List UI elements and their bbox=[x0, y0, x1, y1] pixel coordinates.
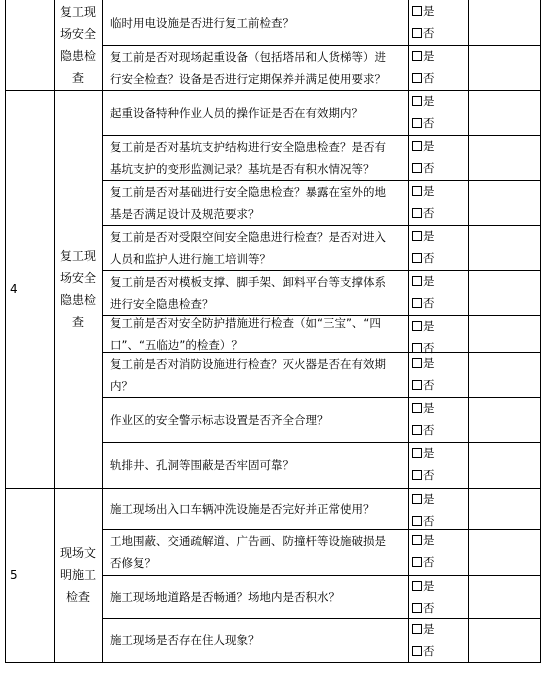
category-line: 检查 bbox=[65, 590, 90, 604]
yes-no-options bbox=[408, 529, 468, 575]
check-item bbox=[102, 352, 408, 397]
no-label: 否 bbox=[423, 378, 435, 392]
yes-checkbox[interactable] bbox=[412, 186, 422, 196]
section-category bbox=[54, 0, 102, 90]
check-item-text: 复工前是否对模板支撑、脚手架、卸料平台等支撑体系 bbox=[110, 274, 386, 289]
inspection-table bbox=[5, 0, 540, 662]
check-item bbox=[102, 618, 408, 662]
yes-option[interactable] bbox=[412, 225, 468, 247]
yes-checkbox[interactable] bbox=[412, 448, 422, 458]
no-option[interactable] bbox=[412, 22, 468, 44]
yes-option[interactable] bbox=[412, 315, 468, 337]
yes-label: 是 bbox=[423, 319, 435, 333]
check-item-text: 施工现场是否存在住人现象？ bbox=[110, 633, 260, 647]
check-item-text: 基坑支护的变形监测记录？基坑是否有积水情况等？ bbox=[110, 161, 375, 176]
yes-checkbox[interactable] bbox=[412, 581, 422, 591]
check-item-text: 临时用电设施是否进行复工前检查？ bbox=[110, 15, 294, 30]
yes-label: 是 bbox=[423, 622, 435, 636]
yes-label: 是 bbox=[423, 274, 435, 288]
yes-no-options bbox=[408, 0, 468, 45]
yes-no-options bbox=[408, 397, 468, 442]
check-item-text: 复工前是否对基坑支护结构进行安全隐患检查？是否有 bbox=[110, 139, 386, 154]
no-checkbox[interactable] bbox=[412, 163, 422, 173]
no-label: 否 bbox=[423, 251, 435, 265]
yes-no-options bbox=[408, 90, 468, 135]
yes-no-options bbox=[408, 180, 468, 225]
check-item-text: 否修复？ bbox=[110, 556, 156, 570]
yes-option[interactable] bbox=[412, 575, 468, 597]
no-option[interactable] bbox=[412, 640, 468, 662]
no-checkbox[interactable] bbox=[412, 557, 422, 567]
no-checkbox[interactable] bbox=[412, 470, 422, 480]
remarks-cell bbox=[468, 488, 540, 529]
check-item-text: 复工前是否对现场起重设备（包括塔吊和人货梯等）进 bbox=[110, 49, 386, 64]
no-option[interactable] bbox=[412, 597, 468, 619]
section-number bbox=[5, 0, 59, 90]
check-item bbox=[102, 488, 408, 529]
yes-checkbox[interactable] bbox=[412, 6, 422, 16]
check-item-text: 施工现场出入口车辆冲洗设施是否完好并正常使用？ bbox=[110, 501, 375, 516]
yes-no-options bbox=[408, 315, 468, 355]
category-line: 复工现 bbox=[59, 249, 96, 263]
check-item bbox=[102, 90, 408, 135]
check-item-text: 复工前是否对受限空间安全隐患进行检查？是否对进入 bbox=[110, 229, 386, 244]
section-number bbox=[5, 488, 59, 662]
check-item-text: 人员和监护人进行施工培训等？ bbox=[110, 251, 271, 266]
no-checkbox[interactable] bbox=[412, 603, 422, 613]
yes-option[interactable] bbox=[412, 442, 468, 464]
check-item bbox=[102, 180, 408, 225]
check-item bbox=[102, 529, 408, 575]
yes-checkbox[interactable] bbox=[412, 231, 422, 241]
yes-option[interactable] bbox=[412, 397, 468, 419]
yes-label: 是 bbox=[423, 139, 435, 153]
no-label: 否 bbox=[423, 644, 435, 658]
yes-no-options bbox=[408, 352, 468, 397]
remarks-cell bbox=[468, 225, 540, 270]
no-checkbox[interactable] bbox=[412, 425, 422, 435]
yes-option[interactable] bbox=[412, 135, 468, 157]
no-checkbox[interactable] bbox=[412, 118, 422, 128]
check-item-text: 起重设备特种作业人员的操作证是否在有效期内？ bbox=[110, 105, 363, 120]
yes-label: 是 bbox=[423, 533, 435, 547]
no-checkbox[interactable] bbox=[412, 253, 422, 263]
yes-option[interactable] bbox=[412, 352, 468, 374]
check-item bbox=[102, 225, 408, 270]
no-label: 否 bbox=[423, 601, 435, 615]
remarks-cell bbox=[468, 442, 540, 488]
yes-checkbox[interactable] bbox=[412, 403, 422, 413]
no-label: 否 bbox=[423, 514, 435, 528]
table-rule bbox=[540, 0, 541, 663]
remarks-cell bbox=[468, 397, 540, 442]
yes-no-options bbox=[408, 488, 468, 529]
remarks-cell bbox=[468, 529, 540, 575]
section-number bbox=[5, 90, 59, 488]
yes-label: 是 bbox=[423, 229, 435, 243]
category-line: 隐患检 bbox=[59, 49, 96, 63]
remarks-cell bbox=[468, 270, 540, 315]
no-label: 否 bbox=[423, 71, 435, 85]
no-label: 否 bbox=[423, 161, 435, 175]
yes-checkbox[interactable] bbox=[412, 321, 422, 331]
remarks-cell bbox=[468, 90, 540, 135]
yes-label: 是 bbox=[423, 94, 435, 108]
remarks-cell bbox=[468, 180, 540, 225]
yes-checkbox[interactable] bbox=[412, 96, 422, 106]
no-label: 否 bbox=[423, 116, 435, 130]
check-item-text: 复工前是否对基础进行安全隐患检查？暴露在室外的地 bbox=[110, 184, 386, 199]
category-line: 场安全 bbox=[59, 271, 96, 285]
yes-no-options bbox=[408, 135, 468, 180]
yes-label: 是 bbox=[423, 579, 435, 593]
yes-no-options bbox=[408, 575, 468, 618]
no-option[interactable] bbox=[412, 419, 468, 441]
yes-no-options bbox=[408, 442, 468, 488]
yes-label: 是 bbox=[423, 401, 435, 415]
yes-checkbox[interactable] bbox=[412, 276, 422, 286]
no-label: 否 bbox=[423, 206, 435, 220]
no-option[interactable] bbox=[412, 292, 468, 314]
yes-option[interactable] bbox=[412, 618, 468, 640]
check-item-text: 行安全检查？设备是否进行定期保养并满足使用要求？ bbox=[110, 71, 386, 86]
no-option[interactable] bbox=[412, 551, 468, 573]
remarks-cell bbox=[468, 45, 540, 90]
check-item-text: 轨排井、孔洞等围蔽是否牢固可靠？ bbox=[110, 458, 294, 472]
no-option[interactable] bbox=[412, 157, 468, 179]
yes-label: 是 bbox=[423, 49, 435, 63]
remarks-cell bbox=[468, 575, 540, 618]
remarks-cell bbox=[468, 352, 540, 397]
yes-label: 是 bbox=[423, 4, 435, 18]
yes-checkbox[interactable] bbox=[412, 51, 422, 61]
yes-option[interactable] bbox=[412, 45, 468, 67]
yes-option[interactable] bbox=[412, 488, 468, 510]
remarks-cell bbox=[468, 0, 540, 45]
category-line: 现场文 bbox=[59, 546, 96, 560]
section-category bbox=[54, 488, 102, 662]
no-option[interactable] bbox=[412, 247, 468, 269]
no-label: 否 bbox=[423, 468, 435, 482]
no-checkbox[interactable] bbox=[412, 646, 422, 656]
no-checkbox[interactable] bbox=[412, 516, 422, 526]
yes-option[interactable] bbox=[412, 90, 468, 112]
no-label: 否 bbox=[423, 555, 435, 569]
remarks-cell bbox=[468, 618, 540, 662]
check-item bbox=[102, 0, 408, 45]
yes-checkbox[interactable] bbox=[412, 494, 422, 504]
yes-checkbox[interactable] bbox=[412, 358, 422, 368]
check-item-text: 口”、“五临边”的检查）？ bbox=[110, 337, 243, 352]
yes-option[interactable] bbox=[412, 0, 468, 22]
no-checkbox[interactable] bbox=[412, 380, 422, 390]
yes-checkbox[interactable] bbox=[412, 535, 422, 545]
no-label: 否 bbox=[423, 423, 435, 437]
yes-option[interactable] bbox=[412, 180, 468, 202]
yes-label: 是 bbox=[423, 356, 435, 370]
no-option[interactable] bbox=[412, 374, 468, 396]
table-rule bbox=[5, 662, 541, 663]
check-item bbox=[102, 575, 408, 618]
check-item-text: 复工前是否对消防设施进行检查？灭火器是否在有效期 bbox=[110, 356, 386, 371]
check-item-text: 基是否满足设计及规范要求？ bbox=[110, 206, 260, 221]
no-option[interactable] bbox=[412, 67, 468, 89]
category-line: 明施工 bbox=[59, 568, 96, 582]
yes-option[interactable] bbox=[412, 529, 468, 551]
category-line: 查 bbox=[71, 315, 84, 329]
check-item bbox=[102, 45, 408, 90]
yes-no-options bbox=[408, 270, 468, 315]
check-item bbox=[102, 397, 408, 442]
section-number-text: 4 bbox=[10, 282, 18, 296]
yes-option[interactable] bbox=[412, 270, 468, 292]
remarks-cell bbox=[468, 135, 540, 180]
check-item-text: 作业区的安全警示标志设置是否齐全合理？ bbox=[110, 412, 329, 427]
check-item bbox=[102, 270, 408, 315]
no-label: 否 bbox=[423, 341, 435, 355]
no-checkbox[interactable] bbox=[412, 208, 422, 218]
check-item bbox=[102, 442, 408, 488]
category-line: 隐患检 bbox=[59, 293, 96, 307]
check-item-text: 工地围蔽、交通疏解道、广告画、防撞杆等设施破损是 bbox=[110, 534, 386, 548]
check-item-text: 复工前是否对安全防护措施进行检查（如“三宝”、“四 bbox=[110, 315, 381, 330]
no-option[interactable] bbox=[412, 112, 468, 134]
no-label: 否 bbox=[423, 26, 435, 40]
remarks-cell bbox=[468, 315, 540, 352]
section-category bbox=[54, 90, 102, 488]
yes-label: 是 bbox=[423, 446, 435, 460]
yes-label: 是 bbox=[423, 184, 435, 198]
no-checkbox[interactable] bbox=[412, 298, 422, 308]
yes-no-options bbox=[408, 618, 468, 662]
no-option[interactable] bbox=[412, 464, 468, 486]
yes-no-options bbox=[408, 225, 468, 270]
check-item-text: 内？ bbox=[110, 378, 133, 393]
yes-checkbox[interactable] bbox=[412, 141, 422, 151]
check-item bbox=[102, 135, 408, 180]
category-line: 查 bbox=[71, 71, 84, 85]
no-label: 否 bbox=[423, 296, 435, 310]
no-checkbox[interactable] bbox=[412, 28, 422, 38]
check-item-text: 施工现场地道路是否畅通？场地内是否积水？ bbox=[110, 589, 340, 604]
category-line: 场安全 bbox=[59, 27, 96, 41]
yes-checkbox[interactable] bbox=[412, 624, 422, 634]
no-checkbox[interactable] bbox=[412, 73, 422, 83]
check-item bbox=[102, 315, 408, 352]
yes-no-options bbox=[408, 45, 468, 90]
yes-label: 是 bbox=[423, 492, 435, 506]
category-line: 复工现 bbox=[59, 5, 96, 19]
section-number-text: 5 bbox=[10, 568, 18, 582]
no-option[interactable] bbox=[412, 202, 468, 224]
check-item-text: 进行安全隐患检查？ bbox=[110, 296, 214, 311]
